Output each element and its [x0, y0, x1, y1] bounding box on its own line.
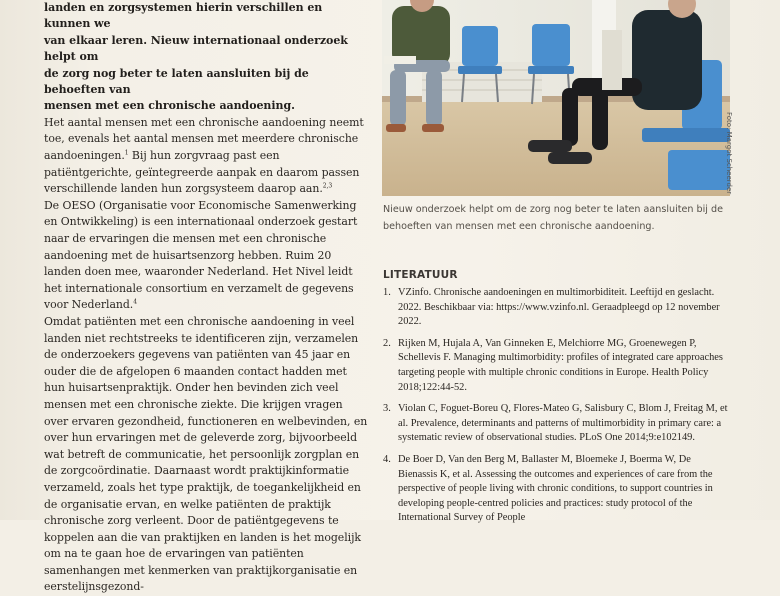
reference-text: Rijken M, Hujala A, Van Ginneken E, Melchiorre MG, Groenewegen P, Schellevis F. Managing multimorbidity: profiles of integrated care approaches targeting people with multiple chronic conditions in Europe. Health Policy 2018;122:44-52. [398, 337, 723, 393]
reference-number: 1. [383, 287, 391, 298]
lead-line: de zorg nog beter te laten aansluiten bij de behoeften van [44, 66, 309, 97]
paragraph-3: Omdat patiënten met een chronische aandoening in veel landen niet rechtstreeks te identificeren zijn, verzamelen de onderzoekers gegevens van patiënten van 45 jaar en ouder die de afgelopen 6 maanden contact hadden met hun huisartsenpraktijk. Onder hen bevinden zich veel mensen met een chronische ziekte. Die krijgen vragen over ervaren gezondheid, functioneren en welbevinden, en over hun ervaringen met de geleverde zorg, bijvoorbeeld wat betreft de communicatie, het persoonlijk zorgplan en de zorgcoördinatie. Daarnaast wordt praktijkinformatie verzameld, zoals het type praktijk, de toegankelijkheid en de organisatie ervan, en welke patiënten de praktijk chronische zorg verleent. Door de patiëntgegevens te koppelen aan die van praktijken en landen is het mogelijk om na te gaan hoe de ervaringen van patiënten samenhangen met kenmerken van praktijkorganisatie en eerstelijnsgezond- [44, 314, 368, 594]
photo-illustration [382, 0, 730, 196]
lead-line: van elkaar leren. Nieuw internationaal onderzoek helpt om [44, 33, 348, 64]
reference-number: 2. [383, 337, 391, 349]
photo-caption: Nieuw onderzoek helpt om de zorg nog beter te laten aansluiten bij de behoeften van mensen met een chronische aandoening. [383, 204, 723, 232]
paragraph-2: De OESO (Organisatie voor Economische Samenwerking en Ontwikkeling) is een internationaal onderzoek gestart naar de ervaringen die mensen met een chronische aandoening met de huisartsenzorg hebben. Ruim 20 landen doen mee, waaronder Nederland. Het Nivel leidt het internationale consortium en verzamelt de gegevens voor Nederland.$^4$ [44, 198, 358, 312]
article-lead [44, 0, 370, 115]
reference-number: 3. [383, 403, 391, 415]
paragraph-1: Het aantal mensen met een chronische aandoening neemt toe, evenals het aantal mensen met meerdere chronische aandoeningen.$^1$ Bij hun zorgvraag past een patiëntgerichte, geïntegreerde aanpak en daarom passen verschillende landen hun zorgsysteem daarop aan.$^{2,3}$ [44, 115, 364, 196]
lead-line: mensen met een chronische aandoening. [44, 99, 295, 113]
list-item [383, 453, 728, 526]
reference-text: VZinfo. Chronische aandoeningen en multimorbiditeit. Leeftijd en geslacht. 2022. Beschikbaar via: https://www.vzinfo.nl. Geraadpleegd op 12 november 2022. [398, 287, 720, 328]
literature-list [383, 286, 728, 533]
list-item [383, 402, 728, 446]
reference-number: 4. [383, 453, 391, 465]
lead-line: landen en zorgsystemen hierin verschillen en kunnen we [44, 1, 323, 31]
literature-heading: LITERATUUR [383, 269, 458, 281]
list-item [383, 337, 728, 395]
article-column [44, 0, 370, 596]
footnote-ref: 2,3 [322, 182, 333, 190]
reference-text: Violan C, Foguet-Boreu Q, Flores-Mateo G, Salisbury C, Blom J, Freitag M, et al. Prevalence, determinants and patterns of multimorbidity in primary care: a systematic review of observational studies. PLoS One 2014;9:e102149. [398, 403, 728, 444]
photo-credit: Foto: Margot Scheerder [725, 112, 733, 195]
reference-text: De Boer D, Van den Berg M, Ballaster M, Bloemeke J, Boerma W, De Bienassis K, et al. Assessing the outcomes and experiences of care from the perspective of people living with chronic conditions, to support countries in developing people-centred policies and practices: study protocol of the International Survey of People [398, 453, 713, 524]
waiting-room-photo [382, 0, 730, 196]
footnote-ref: 1 [124, 149, 129, 157]
footnote-ref: 4 [133, 298, 137, 306]
list-item [383, 286, 728, 330]
